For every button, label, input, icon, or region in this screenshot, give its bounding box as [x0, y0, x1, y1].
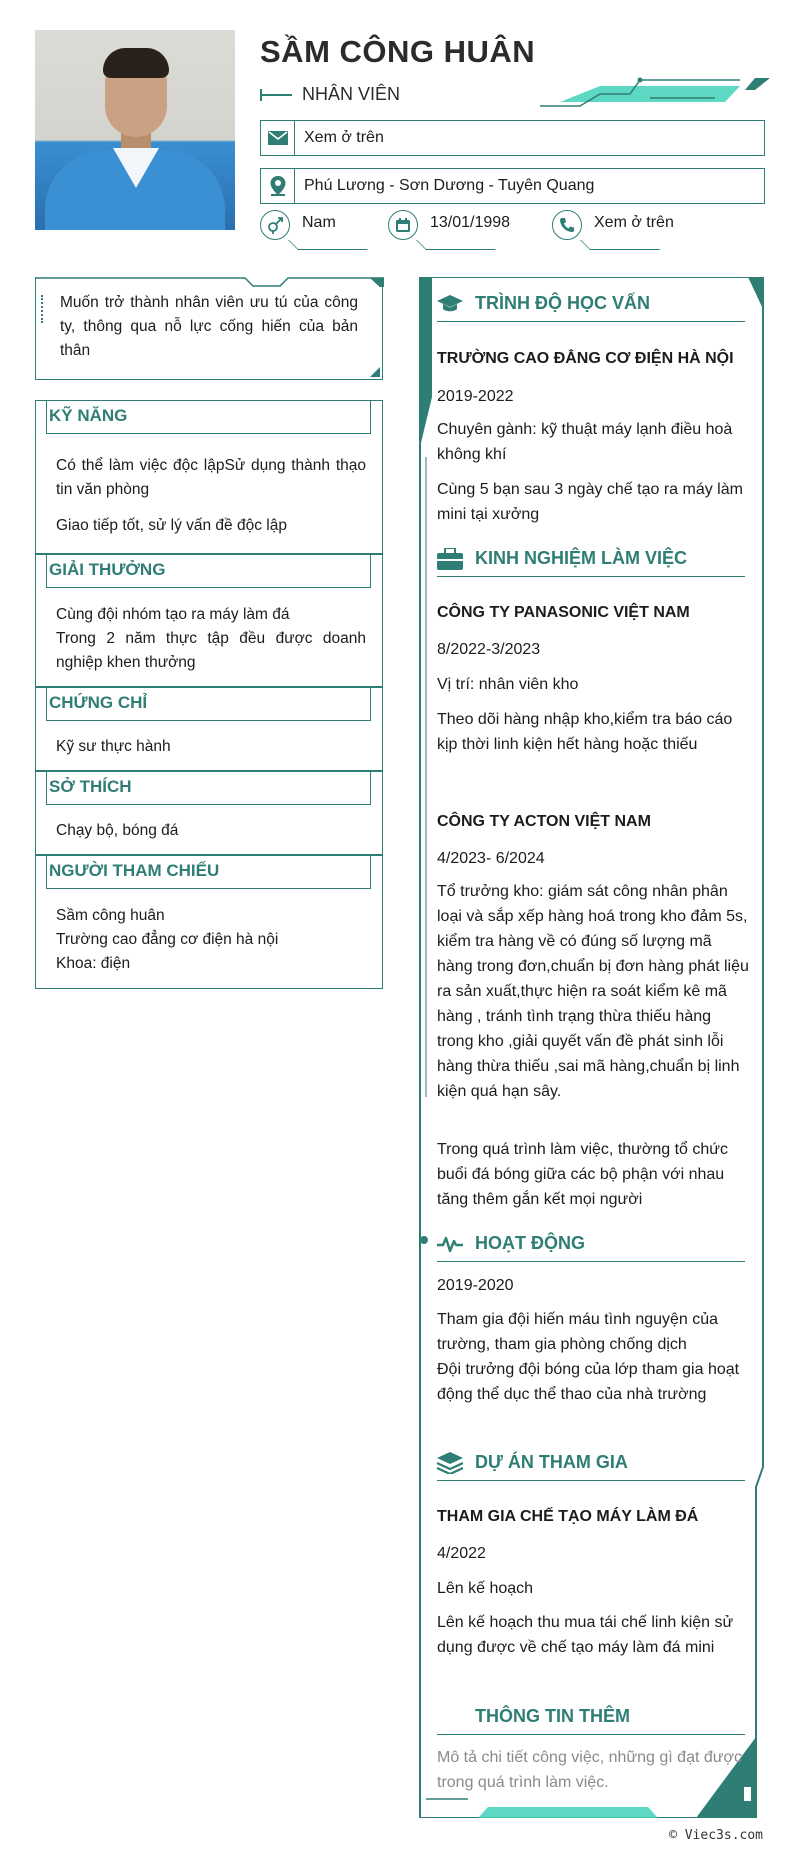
position-marker-icon	[260, 89, 292, 101]
address-box	[260, 168, 765, 204]
certificate-item: Kỹ sư thực hành	[56, 738, 171, 755]
layers-icon	[437, 1452, 475, 1474]
reference-item: Khoa: điện	[56, 955, 131, 972]
job-period: 8/2022-3/2023	[437, 641, 541, 658]
gender-info	[260, 210, 336, 240]
job-company: CÔNG TY PANASONIC VIỆT NAM	[437, 604, 690, 621]
job-description: Trong quá trình làm việc, thường tổ chức buổi đá bóng giữa các bộ phận với nhau tăng thêm gắn kết mọi người	[437, 1141, 729, 1208]
award-item: Cùng đội nhóm tạo ra máy làm đá	[56, 606, 290, 623]
reference-item: Sầm công huân	[56, 907, 165, 924]
education-note: Cùng 5 bạn sau 3 ngày chế tạo ra máy làm mini tại xưởng	[437, 481, 743, 523]
skill-item: Giao tiếp tốt, sử lý vấn đề độc lập	[56, 517, 287, 534]
education-period: 2019-2022	[437, 388, 514, 405]
project-name: THAM GIA CHẾ TẠO MÁY LÀM ĐÁ	[437, 1508, 699, 1525]
certificates-section	[35, 687, 383, 771]
project-role: Lên kế hoạch	[437, 1580, 534, 1597]
hobby-item: Chạy bộ, bóng đá	[56, 822, 179, 839]
skill-item: Có thể làm việc độc lậpSử dụng thành thạo tin văn phòng	[56, 457, 366, 498]
activity-description: Tham gia đội hiến máu tình nguyện của trường, tham gia phòng chống dịch Đội trưởng đội bóng của lớp tham gia hoạt động thể dục thể thao của nhà trường	[437, 1311, 740, 1403]
activity-period: 2019-2020	[437, 1277, 514, 1294]
hobbies-section	[35, 771, 383, 855]
job-role: Vị trí: nhân viên kho	[437, 676, 579, 693]
references-section	[35, 855, 383, 989]
email-value: Xem ở trên	[304, 129, 384, 146]
gender-value: Nam	[302, 214, 336, 231]
award-item: Trong 2 năm thực tập đều được doanh nghiệp khen thưởng	[56, 630, 366, 671]
reference-item: Trường cao đẳng cơ điện hà nội	[56, 931, 279, 948]
phone-info	[552, 210, 674, 240]
objective-text: Muốn trở thành nhân viên ưu tú của công ty, thông qua nỗ lực cống hiến của bản thân	[60, 294, 358, 359]
experience-title: KINH NGHIỆM LÀM VIỆC	[437, 541, 745, 577]
header-decoration	[540, 72, 770, 112]
envelope-icon	[261, 121, 295, 155]
extra-info-title: THÔNG TIN THÊM	[437, 1699, 745, 1735]
projects-title: DỰ ÁN THAM GIA	[437, 1445, 745, 1481]
graduation-cap-icon	[437, 295, 475, 313]
activities-title: HOẠT ĐỘNG	[437, 1226, 745, 1262]
hobbies-title: SỞ THÍCH	[46, 772, 371, 805]
job-company: CÔNG TY ACTON VIỆT NAM	[437, 813, 651, 830]
objective-frame-top	[35, 277, 385, 287]
awards-title: GIẢI THƯỞNG	[46, 555, 371, 588]
gender-icon	[260, 210, 290, 240]
birthday-value: 13/01/1998	[430, 214, 511, 231]
skills-title: KỸ NĂNG	[46, 401, 371, 434]
extra-info-text[interactable]: Mô tả chi tiết công việc, những gì đạt được trong quá trình làm việc.	[437, 1749, 742, 1791]
candidate-name: SẦM CÔNG HUÂN	[260, 34, 536, 69]
certificates-title: CHỨNG CHỈ	[46, 688, 371, 721]
phone-icon	[552, 210, 582, 240]
location-pin-icon	[261, 169, 295, 203]
education-school: TRƯỜNG CAO ĐẲNG CƠ ĐIỆN HÀ NỘI	[437, 350, 734, 367]
job-position	[260, 84, 400, 105]
birthday-info	[388, 210, 510, 240]
position-label: NHÂN VIÊN	[302, 84, 401, 104]
project-period: 4/2022	[437, 1545, 486, 1562]
job-description: Theo dõi hàng nhập kho,kiểm tra báo cáo kịp thời linh kiện hết hàng hoặc thiếu	[437, 711, 733, 753]
education-title: TRÌNH ĐỘ HỌC VẤN	[437, 286, 745, 322]
copyright-text: © Viec3s.com	[669, 1828, 763, 1843]
education-major: Chuyên gành: kỹ thuật máy lạnh điều hoà không khí	[437, 421, 733, 463]
skills-section	[35, 400, 383, 554]
job-role: Tổ trưởng kho: giám sát công nhân phân loại và sắp xếp hàng hoá trong kho đảm 5s, kiểm tra hàng về có đúng số lượng mã hàng trong đơn,chuẩn bị đơn hàng phát liệu ra sản xuất,thực hiện ra soát kiểm kê mã hàng , tránh tình trạng thừa thiếu hàng trong kho ,giải quyết vấn đề phát sinh lỗi hàng thừa thiếu ,sai mã hàng,chuẩn bị linh kiện quá hạn sây.	[437, 883, 749, 1100]
briefcase-icon	[437, 548, 475, 570]
email-box	[260, 120, 765, 156]
career-objective	[35, 277, 383, 380]
phone-value: Xem ở trên	[594, 214, 674, 231]
address-value: Phú Lương - Sơn Dương - Tuyên Quang	[304, 177, 595, 194]
awards-section	[35, 554, 383, 687]
calendar-icon	[388, 210, 418, 240]
project-description: Lên kế hoạch thu mua tái chế linh kiện sử dụng được về chế tạo máy làm đá mini	[437, 1614, 734, 1656]
heartbeat-icon	[437, 1235, 475, 1253]
profile-photo	[35, 30, 235, 230]
job-period: 4/2023- 6/2024	[437, 850, 545, 867]
references-title: NGƯỜI THAM CHIẾU	[46, 856, 371, 889]
